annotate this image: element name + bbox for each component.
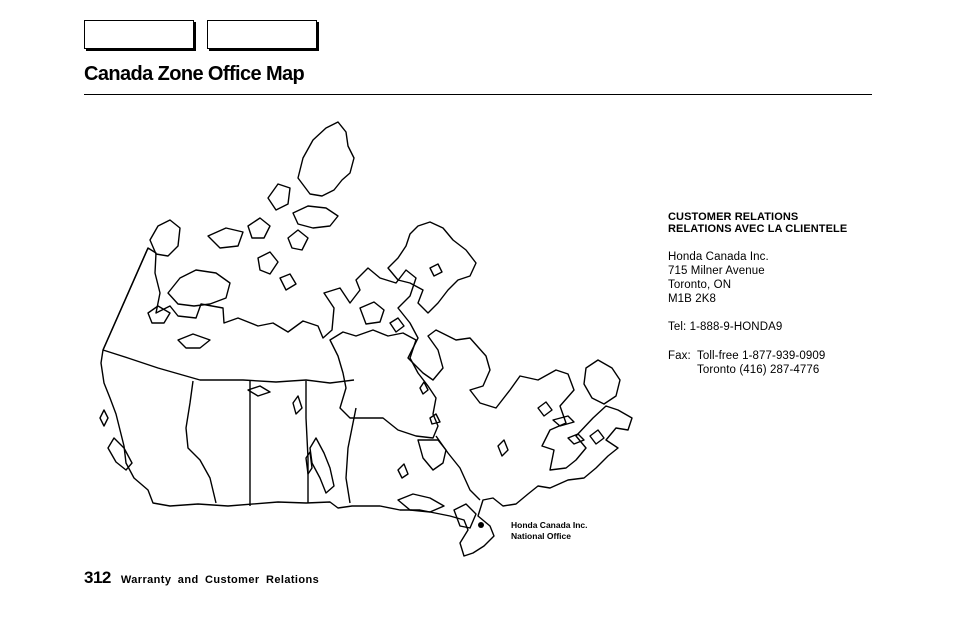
page-number: 312: [84, 568, 111, 587]
lake-huron: [454, 504, 476, 528]
office-label: [511, 520, 588, 542]
office-label-line2: National Office: [511, 531, 571, 541]
bc-alberta-border: [186, 381, 216, 503]
somerset-island: [288, 230, 308, 250]
contact-heading-french: RELATIONS AVEC LA CLIENTELE: [668, 223, 848, 235]
cape-breton-island: [590, 430, 604, 444]
nav-tab-box-1[interactable]: [84, 20, 194, 49]
office-location-marker: [478, 522, 484, 528]
newfoundland-island: [584, 360, 620, 404]
title-divider: [84, 94, 872, 95]
address-postal-code: M1B 2K8: [668, 293, 717, 305]
tel-value: 1-888-9-HONDA9: [689, 321, 783, 333]
ellesmere-island: [298, 122, 354, 196]
page-title: Canada Zone Office Map: [84, 63, 305, 85]
coats-island: [390, 318, 404, 332]
lake-nipigon: [398, 464, 408, 478]
territories-border: [103, 350, 354, 383]
nettilling-lake: [430, 264, 442, 276]
fax-toronto: Toronto (416) 287-4776: [697, 364, 820, 376]
southampton-island: [360, 302, 384, 324]
sask-manitoba-border: [306, 381, 308, 503]
contact-heading: [668, 211, 847, 235]
anticosti-island: [553, 416, 574, 426]
lake-winnipegosis: [306, 452, 312, 474]
hudson-bay: [330, 330, 438, 438]
address-city: Toronto, ON: [668, 279, 732, 291]
canada-map: [98, 118, 648, 563]
page-footer: [84, 568, 319, 588]
office-label-line1: Honda Canada Inc.: [511, 520, 588, 530]
fax: [668, 349, 825, 377]
haida-gwaii: [100, 410, 108, 426]
address-street: 715 Milner Avenue: [668, 265, 765, 277]
address-company: Honda Canada Inc.: [668, 251, 769, 263]
james-bay: [418, 440, 446, 470]
banks-island: [150, 220, 180, 256]
king-william-island: [280, 274, 296, 290]
fax-tollfree: Toll-free 1-877-939-0909: [697, 350, 826, 362]
nav-tab-box-2[interactable]: [207, 20, 317, 49]
axel-heiberg-island: [268, 184, 290, 210]
devon-island: [293, 206, 338, 228]
great-bear-lake: [148, 306, 170, 323]
mailing-address: [668, 250, 769, 306]
great-slave-lake: [178, 334, 210, 348]
bathurst-island: [248, 218, 270, 238]
lake-athabasca: [248, 386, 270, 396]
prince-of-wales-island: [258, 252, 278, 274]
telephone: [668, 320, 782, 334]
tel-label: Tel:: [668, 321, 687, 333]
reindeer-lake: [293, 396, 302, 414]
canada-mainland-outline: [101, 248, 632, 556]
lake-mistassini: [498, 440, 508, 456]
smallwood-reservoir: [538, 402, 552, 416]
yukon-nwt-border: [103, 248, 148, 350]
section-name: Warranty and Customer Relations: [120, 574, 320, 586]
lake-winnipeg: [310, 438, 334, 493]
fax-label: Fax:: [668, 350, 691, 362]
vancouver-island: [108, 438, 132, 470]
victoria-island: [168, 270, 230, 306]
manitoba-ontario-border: [346, 408, 356, 503]
melville-island: [208, 228, 243, 248]
contact-heading-english: CUSTOMER RELATIONS: [668, 211, 799, 223]
